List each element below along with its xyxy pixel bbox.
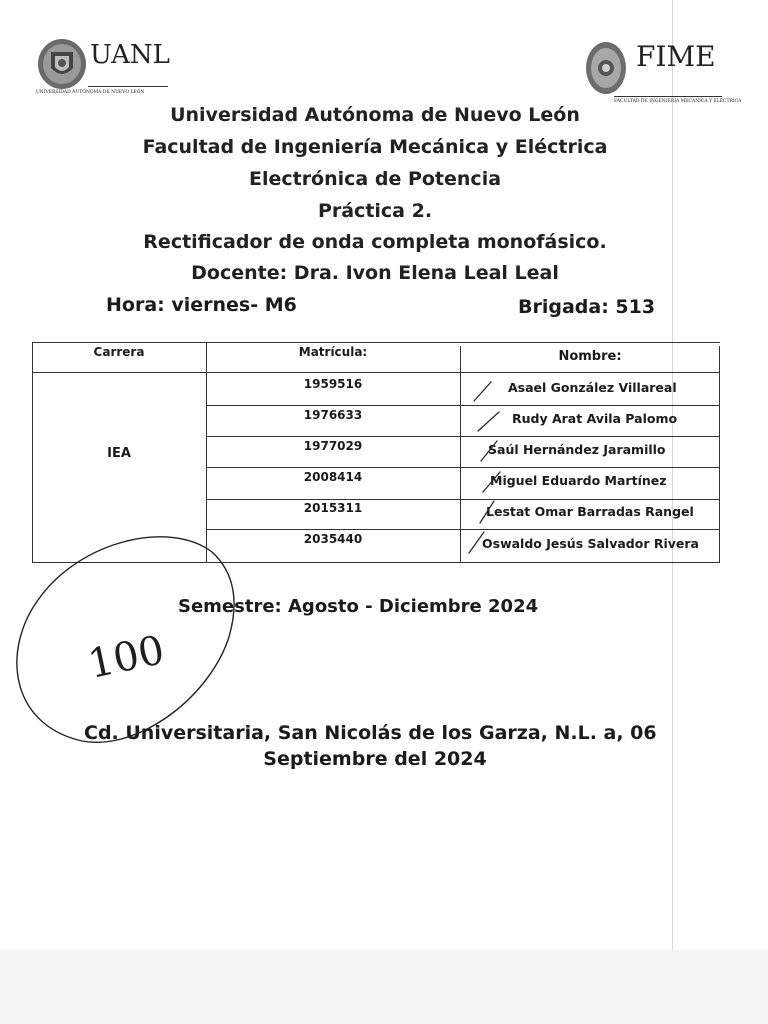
student-id: 2035440 <box>303 532 363 546</box>
fime-wordmark: FIME <box>636 40 716 73</box>
practice-title: Práctica 2. <box>317 200 433 222</box>
uanl-wordmark: UANL <box>90 40 170 70</box>
uanl-shield-icon <box>36 38 88 90</box>
brigade-line: Brigada: 513 <box>518 296 656 318</box>
fime-seal-icon <box>584 40 628 96</box>
student-name: Miguel Eduardo Martínez <box>490 473 667 488</box>
student-name: Asael González Villareal <box>508 380 677 395</box>
column-header-carrera: Carrera <box>93 345 145 359</box>
date-line: Septiembre del 2024 <box>263 748 487 770</box>
teacher-line: Docente: Dra. Ivon Elena Leal Leal <box>191 262 559 284</box>
student-id: 1977029 <box>303 439 363 453</box>
practice-topic: Rectificador de onda completa monofásico. <box>143 231 607 253</box>
fime-subtitle: FACULTAD DE INGENIERÍA MECÁNICA Y ELÉCTRICA <box>614 99 742 104</box>
student-id: 1976633 <box>303 408 363 422</box>
student-name: Saúl Hernández Jaramillo <box>488 442 666 457</box>
career-cell: IEA <box>107 446 131 461</box>
student-id: 2008414 <box>303 470 363 484</box>
course-title: Electrónica de Potencia <box>248 168 502 190</box>
column-header-matricula: Matrícula: <box>298 345 368 359</box>
student-id: 1959516 <box>303 377 363 391</box>
faculty-title: Facultad de Ingeniería Mecánica y Eléctrica <box>142 136 608 158</box>
column-header-nombre: Nombre: <box>558 349 622 364</box>
uanl-logo <box>36 38 176 100</box>
students-table <box>32 342 720 564</box>
semester-line: Semestre: Agosto - Diciembre 2024 <box>178 596 539 617</box>
handwritten-grade: 100 <box>84 627 169 688</box>
student-name: Rudy Arat Avila Palomo <box>512 411 678 426</box>
uanl-subtitle: UNIVERSIDAD AUTÓNOMA DE NUEVO LEÓN <box>36 90 145 95</box>
location-line: Cd. Universitaria, San Nicolás de los Garza, N.L. a, 06 <box>84 722 657 744</box>
university-title: Universidad Autónoma de Nuevo León <box>170 104 580 126</box>
schedule-line: Hora: viernes- M6 <box>106 294 297 316</box>
student-id: 2015311 <box>303 501 363 515</box>
student-name: Oswaldo Jesús Salvador Rivera <box>482 536 699 551</box>
student-name: Lestat Omar Barradas Rangel <box>486 504 694 519</box>
fime-logo <box>584 40 742 106</box>
